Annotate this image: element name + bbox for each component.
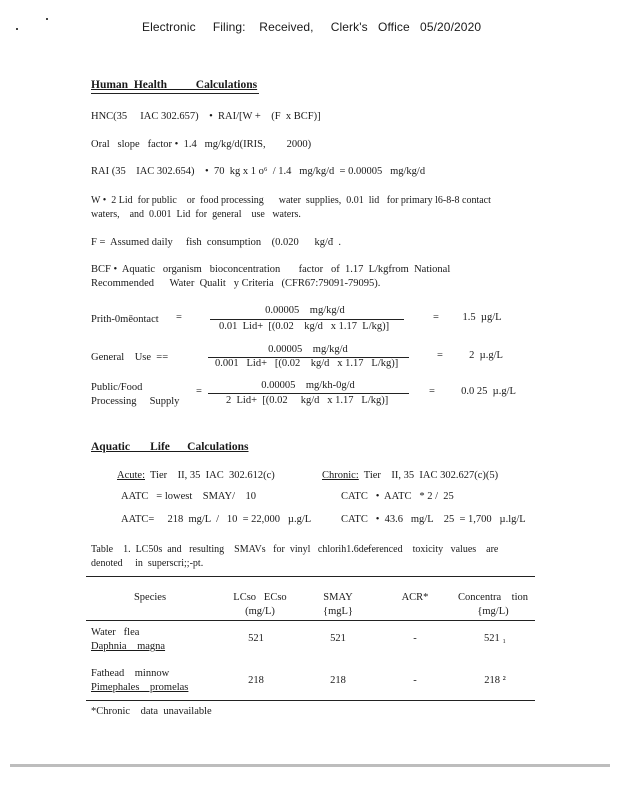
col-header-species: Species [133, 592, 167, 603]
bcf-definition-line2: Recommended Water Qualit y Criteria (CFR67:79091-79095). [91, 278, 381, 289]
heading-underline [91, 93, 259, 94]
catc-definition: CATC • AATC * 2 / 25 [341, 491, 454, 502]
eq3-numerator: 0.00005 mg/kh-0g/d [261, 380, 355, 391]
row1-common-name: Water flea [91, 627, 140, 638]
eq1-numerator: 0.00005 mg/kg/d [265, 305, 345, 316]
col-header-concentration: Concentra tion [458, 592, 528, 603]
table-footnote: *Chronic data unavailable [91, 706, 212, 717]
bcf-definition-line1: BCF • Aquatic organism bioconcentration factor of 1.17 L/kgfrom National [91, 264, 451, 275]
hnc-formula: HNC(35 IAC 302.657) • RAI/[W + (F x BCF)] [91, 111, 321, 122]
col-header-concentration-unit: {mg/L) [477, 606, 509, 617]
eq2-numerator: 0.00005 mg/kg/d [268, 344, 348, 355]
section-heading-aquatic-life: Aquatic Life Calculations [91, 441, 249, 453]
f-definition: F = Assumed daily fish consumption (0.020 kg/đ . [91, 237, 342, 248]
eq3-result: = 0.0 25 µ.g/L [429, 386, 516, 397]
table-header-rule [86, 620, 535, 621]
eq2-label: General Use == [91, 352, 169, 363]
eq3-label-line2: Processing Supply [91, 396, 180, 407]
aatc-calculation: AATC= 218 mg/L / 10 = 22,000 µ.g/L [121, 514, 312, 525]
col-header-lc50: LCso ECso [233, 592, 287, 603]
chronic-citation: Tier II, 35 IAC 302.627(c)(5) [358, 470, 499, 481]
table-caption-line1: Table 1. LC50s and resulting SMAVs for vinyl chlorih1.6de̵ferenced toxicity values are [91, 544, 499, 555]
row1-smay: 521 [330, 633, 346, 644]
scan-edge-line [10, 764, 610, 767]
acute-citation: Tier II, 35 IAC 302.612(c) [145, 470, 275, 481]
eq1-label: Prith-0mēontact [91, 314, 159, 325]
row2-smay: 218 [330, 675, 346, 686]
w-definition-line2: waters, and 0.001 Lid for general use waters. [91, 209, 301, 220]
row1-lc50: 521 [248, 633, 264, 644]
catc-calculation: CATC • 43.6 mg/L 25 = 1,700 µ.lg/L [341, 514, 526, 525]
eq2-denominator: 0.001 Lid+ [(0.02 kg/d x 1.17 L/kg)] [215, 358, 399, 369]
col-header-smay-unit: {mgL} [323, 606, 353, 617]
scan-speck [46, 18, 48, 20]
w-definition-line1: W • 2 Lid for public or food processing water supplies, 0.01 lid for primary l6-8-8 contact [91, 195, 491, 206]
scan-speck [16, 28, 18, 30]
rai-formula: RAI (35 IAC 302.654) • 70 kg x 1 o⁶ / 1.4 mg/kg/d = 0.00005 mg/kg/d [91, 166, 426, 177]
row1-concentration: 521 ₁ [483, 633, 507, 644]
row2-acr: - [413, 675, 417, 686]
table-bottom-rule [86, 700, 535, 701]
eq1-denominator: 0.01 Lid+ [(0.02 kg/d x 1.17 L/kg)] [219, 321, 390, 332]
table-top-rule [86, 576, 535, 577]
filing-header: Electronic Filing: Received, Clerk's Office 05/20/2020 [142, 20, 482, 34]
eq3-denominator: 2 Lid+ [(0.02 kg/d x 1.17 L/kg)] [226, 395, 389, 406]
eq1-equals: = [176, 312, 182, 323]
aatc-definition: AATC = lowest SMAY/ 10 [121, 491, 257, 502]
col-header-acr: ACR* [401, 592, 429, 603]
row2-lc50: 218 [248, 675, 264, 686]
acute-label: Acute: [117, 470, 145, 481]
section-heading-human-health: Human Health Calculations [91, 79, 258, 91]
row2-scientific-name: Pimephales promelas [91, 682, 189, 693]
oral-slope-factor: Oral slope factor • 1.4 mg/kg/d(IRIS, 2000) [91, 139, 312, 150]
eq1-fraction-bar [210, 319, 404, 320]
chronic-label: Chronic: [322, 470, 359, 481]
table-caption-line2: denoted in superscri;;-pt. [91, 558, 204, 569]
row2-concentration: 218 ² [484, 675, 506, 686]
row1-acr: - [413, 633, 417, 644]
col-header-smay: SMAY [323, 592, 353, 603]
eq3-label-line1: Public/Food [91, 382, 143, 393]
acute-tier [117, 470, 275, 481]
eq3-fraction-bar [208, 393, 409, 394]
eq1-result: = 1.5 µg/L [433, 312, 502, 323]
col-header-lc50-unit: (mg/L) [245, 606, 275, 617]
eq2-result: = 2 µ.g/L [437, 350, 503, 361]
row1-scientific-name: Daphnia magna [91, 641, 166, 652]
row2-common-name: Fathead minnow [91, 668, 170, 679]
eq3-equals: = [196, 386, 202, 397]
chronic-tier [322, 470, 498, 481]
